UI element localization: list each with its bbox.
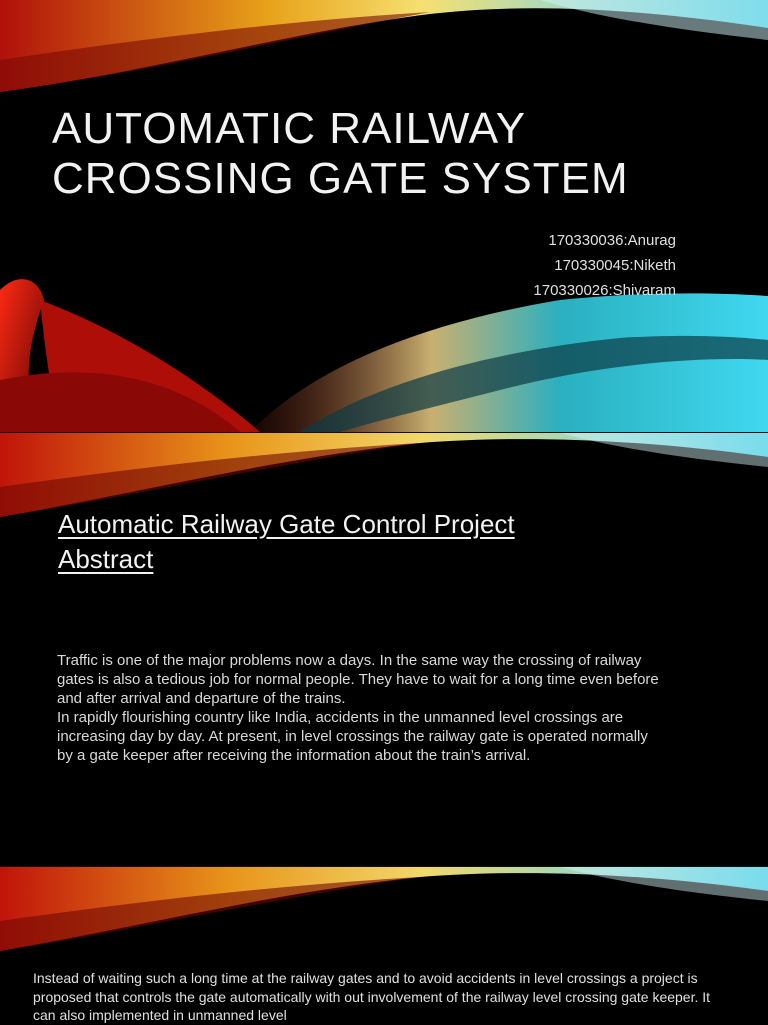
presentation-title (52, 104, 712, 204)
title-slide (0, 0, 768, 432)
abstract-paragraph-1: Traffic is one of the major problems now a days. In the same way the crossing of railway gates is also a tedious job for normal people. They have to wait for a long time even before and after arrival and departure of the trains. (57, 652, 659, 707)
author-1: 170330036:Anurag (548, 232, 676, 249)
proposal-paragraph-1: Instead of waiting such a long time at the railway gates and to avoid accidents in level crossings a project is proposed that controls the gate automatically with out involvement of the railway level crossing gate keeper. It can also implemented in unmanned level (33, 970, 711, 1023)
abstract-heading-line-1: Automatic Railway Gate Control Project (58, 509, 515, 539)
abstract-heading (58, 507, 718, 577)
abstract-paragraph-2: In rapidly flourishing country like India, accidents in the unmanned level crossings are increasing day by day. At present, in level crossings the railway gate is operated normally by a gate keeper after receiving the information about the train’s arrival. (57, 709, 648, 764)
author-3: 170330026:Shivaram (533, 282, 676, 299)
abstract-heading-line-2: Abstract (58, 544, 154, 574)
abstract-body (57, 651, 667, 765)
author-2: 170330045:Niketh (554, 257, 676, 274)
abstract-slide (0, 432, 768, 867)
title-line-1: AUTOMATIC RAILWAY (52, 104, 527, 153)
proposal-body (33, 969, 733, 1025)
swoosh-decoration (0, 0, 768, 432)
proposal-slide (0, 866, 768, 1025)
title-line-2: CROSSING GATE SYSTEM (52, 154, 629, 203)
author-list (533, 228, 676, 303)
